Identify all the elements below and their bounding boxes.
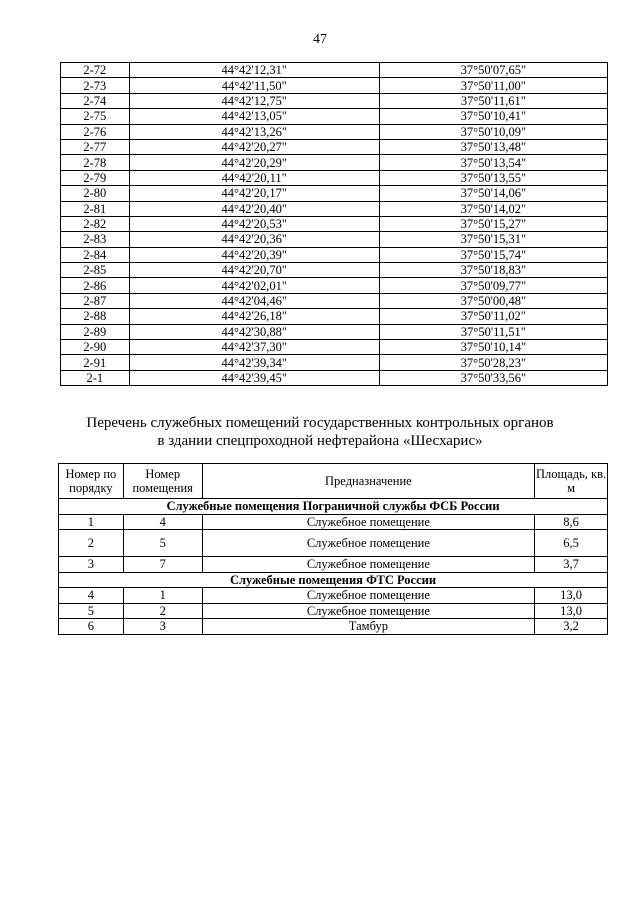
room-number-cell: 3 — [123, 619, 202, 635]
area-cell: 3,7 — [535, 557, 608, 573]
coordinate-row — [61, 247, 608, 262]
coordinate-row — [61, 124, 608, 139]
longitude-cell: 37°50'15,31" — [379, 232, 607, 247]
section-row — [59, 499, 608, 515]
latitude-cell: 44°42'20,27" — [129, 139, 379, 154]
room-number-cell: 5 — [123, 530, 202, 557]
coordinate-row — [61, 232, 608, 247]
longitude-cell: 37°50'00,48" — [379, 293, 607, 308]
header-purpose: Предназначение — [202, 464, 535, 499]
order-number-cell: 4 — [59, 588, 124, 604]
purpose-cell: Служебное помещение — [202, 514, 535, 530]
latitude-cell: 44°42'12,75" — [129, 93, 379, 108]
rooms-title-line-1: Перечень служебных помещений государственных контрольных органов — [86, 415, 554, 431]
point-id-cell: 2-84 — [61, 247, 130, 262]
latitude-cell: 44°42'20,53" — [129, 216, 379, 231]
table-row — [59, 557, 608, 573]
longitude-cell: 37°50'11,02" — [379, 309, 607, 324]
latitude-cell: 44°42'30,88" — [129, 324, 379, 339]
latitude-cell: 44°42'20,39" — [129, 247, 379, 262]
longitude-cell: 37°50'11,00" — [379, 78, 607, 93]
point-id-cell: 2-80 — [61, 186, 130, 201]
latitude-cell: 44°42'20,70" — [129, 263, 379, 278]
latitude-cell: 44°42'11,50" — [129, 78, 379, 93]
point-id-cell: 2-78 — [61, 155, 130, 170]
latitude-cell: 44°42'26,18" — [129, 309, 379, 324]
area-cell: 13,0 — [535, 588, 608, 604]
area-cell: 3,2 — [535, 619, 608, 635]
section-title-fts: Служебные помещения ФТС России — [59, 572, 608, 588]
coordinate-row — [61, 216, 608, 231]
point-id-cell: 2-73 — [61, 78, 130, 93]
latitude-cell: 44°42'20,11" — [129, 170, 379, 185]
longitude-cell: 37°50'13,55" — [379, 170, 607, 185]
coordinate-row — [61, 109, 608, 124]
coordinate-row — [61, 309, 608, 324]
latitude-cell: 44°42'02,01" — [129, 278, 379, 293]
coordinate-row — [61, 139, 608, 154]
longitude-cell: 37°50'07,65" — [379, 63, 607, 78]
table-row — [59, 514, 608, 530]
point-id-cell: 2-90 — [61, 340, 130, 355]
latitude-cell: 44°42'20,36" — [129, 232, 379, 247]
coordinate-row — [61, 155, 608, 170]
room-number-cell: 2 — [123, 603, 202, 619]
coordinate-row — [61, 340, 608, 355]
coordinate-row — [61, 324, 608, 339]
area-cell: 6,5 — [535, 530, 608, 557]
coordinate-row — [61, 93, 608, 108]
longitude-cell: 37°50'15,74" — [379, 247, 607, 262]
point-id-cell: 2-77 — [61, 139, 130, 154]
purpose-cell: Служебное помещение — [202, 603, 535, 619]
header-area: Площадь, кв. м — [535, 464, 608, 499]
purpose-cell: Тамбур — [202, 619, 535, 635]
longitude-cell: 37°50'14,02" — [379, 201, 607, 216]
point-id-cell: 2-79 — [61, 170, 130, 185]
order-number-cell: 5 — [59, 603, 124, 619]
coordinates-table — [60, 62, 608, 386]
longitude-cell: 37°50'18,83" — [379, 263, 607, 278]
section-title-fsb: Служебные помещения Пограничной службы ФСБ России — [59, 499, 608, 515]
area-cell: 13,0 — [535, 603, 608, 619]
latitude-cell: 44°42'12,31" — [129, 63, 379, 78]
point-id-cell: 2-72 — [61, 63, 130, 78]
point-id-cell: 2-75 — [61, 109, 130, 124]
point-id-cell: 2-91 — [61, 355, 130, 370]
latitude-cell: 44°42'20,17" — [129, 186, 379, 201]
longitude-cell: 37°50'10,14" — [379, 340, 607, 355]
coordinate-row — [61, 263, 608, 278]
latitude-cell: 44°42'13,05" — [129, 109, 379, 124]
coordinate-row — [61, 370, 608, 385]
point-id-cell: 2-89 — [61, 324, 130, 339]
latitude-cell: 44°42'37,30" — [129, 340, 379, 355]
table-row — [59, 619, 608, 635]
purpose-cell: Служебное помещение — [202, 557, 535, 573]
rooms-table — [58, 463, 608, 635]
longitude-cell: 37°50'10,09" — [379, 124, 607, 139]
purpose-cell: Служебное помещение — [202, 530, 535, 557]
latitude-cell: 44°42'04,46" — [129, 293, 379, 308]
point-id-cell: 2-87 — [61, 293, 130, 308]
rooms-table-header-row — [59, 464, 608, 499]
header-order-number: Номер по порядку — [59, 464, 124, 499]
order-number-cell: 6 — [59, 619, 124, 635]
rooms-list-title — [0, 414, 640, 450]
latitude-cell: 44°42'39,34" — [129, 355, 379, 370]
coordinate-row — [61, 201, 608, 216]
order-number-cell: 2 — [59, 530, 124, 557]
point-id-cell: 2-81 — [61, 201, 130, 216]
room-number-cell: 1 — [123, 588, 202, 604]
room-number-cell: 7 — [123, 557, 202, 573]
longitude-cell: 37°50'11,51" — [379, 324, 607, 339]
longitude-cell: 37°50'10,41" — [379, 109, 607, 124]
point-id-cell: 2-83 — [61, 232, 130, 247]
rooms-title-line-2: в здании спецпроходной нефтерайона «Шесхарис» — [157, 433, 483, 449]
room-number-cell: 4 — [123, 514, 202, 530]
table-row — [59, 588, 608, 604]
coordinate-row — [61, 170, 608, 185]
latitude-cell: 44°42'39,45" — [129, 370, 379, 385]
point-id-cell: 2-88 — [61, 309, 130, 324]
latitude-cell: 44°42'20,40" — [129, 201, 379, 216]
table-row — [59, 603, 608, 619]
longitude-cell: 37°50'28,23" — [379, 355, 607, 370]
point-id-cell: 2-74 — [61, 93, 130, 108]
header-room-number: Номер помещения — [123, 464, 202, 499]
longitude-cell: 37°50'13,54" — [379, 155, 607, 170]
section-row — [59, 572, 608, 588]
longitude-cell: 37°50'33,56" — [379, 370, 607, 385]
longitude-cell: 37°50'13,48" — [379, 139, 607, 154]
page-number: 47 — [313, 32, 327, 47]
latitude-cell: 44°42'20,29" — [129, 155, 379, 170]
area-cell: 8,6 — [535, 514, 608, 530]
order-number-cell: 3 — [59, 557, 124, 573]
coordinate-row — [61, 278, 608, 293]
coordinate-row — [61, 293, 608, 308]
longitude-cell: 37°50'15,27" — [379, 216, 607, 231]
point-id-cell: 2-85 — [61, 263, 130, 278]
latitude-cell: 44°42'13,26" — [129, 124, 379, 139]
order-number-cell: 1 — [59, 514, 124, 530]
coordinate-row — [61, 186, 608, 201]
coordinate-row — [61, 63, 608, 78]
point-id-cell: 2-86 — [61, 278, 130, 293]
longitude-cell: 37°50'11,61" — [379, 93, 607, 108]
point-id-cell: 2-82 — [61, 216, 130, 231]
longitude-cell: 37°50'09,77" — [379, 278, 607, 293]
purpose-cell: Служебное помещение — [202, 588, 535, 604]
table-row — [59, 530, 608, 557]
coordinate-row — [61, 355, 608, 370]
point-id-cell: 2-76 — [61, 124, 130, 139]
longitude-cell: 37°50'14,06" — [379, 186, 607, 201]
coordinate-row — [61, 78, 608, 93]
point-id-cell: 2-1 — [61, 370, 130, 385]
